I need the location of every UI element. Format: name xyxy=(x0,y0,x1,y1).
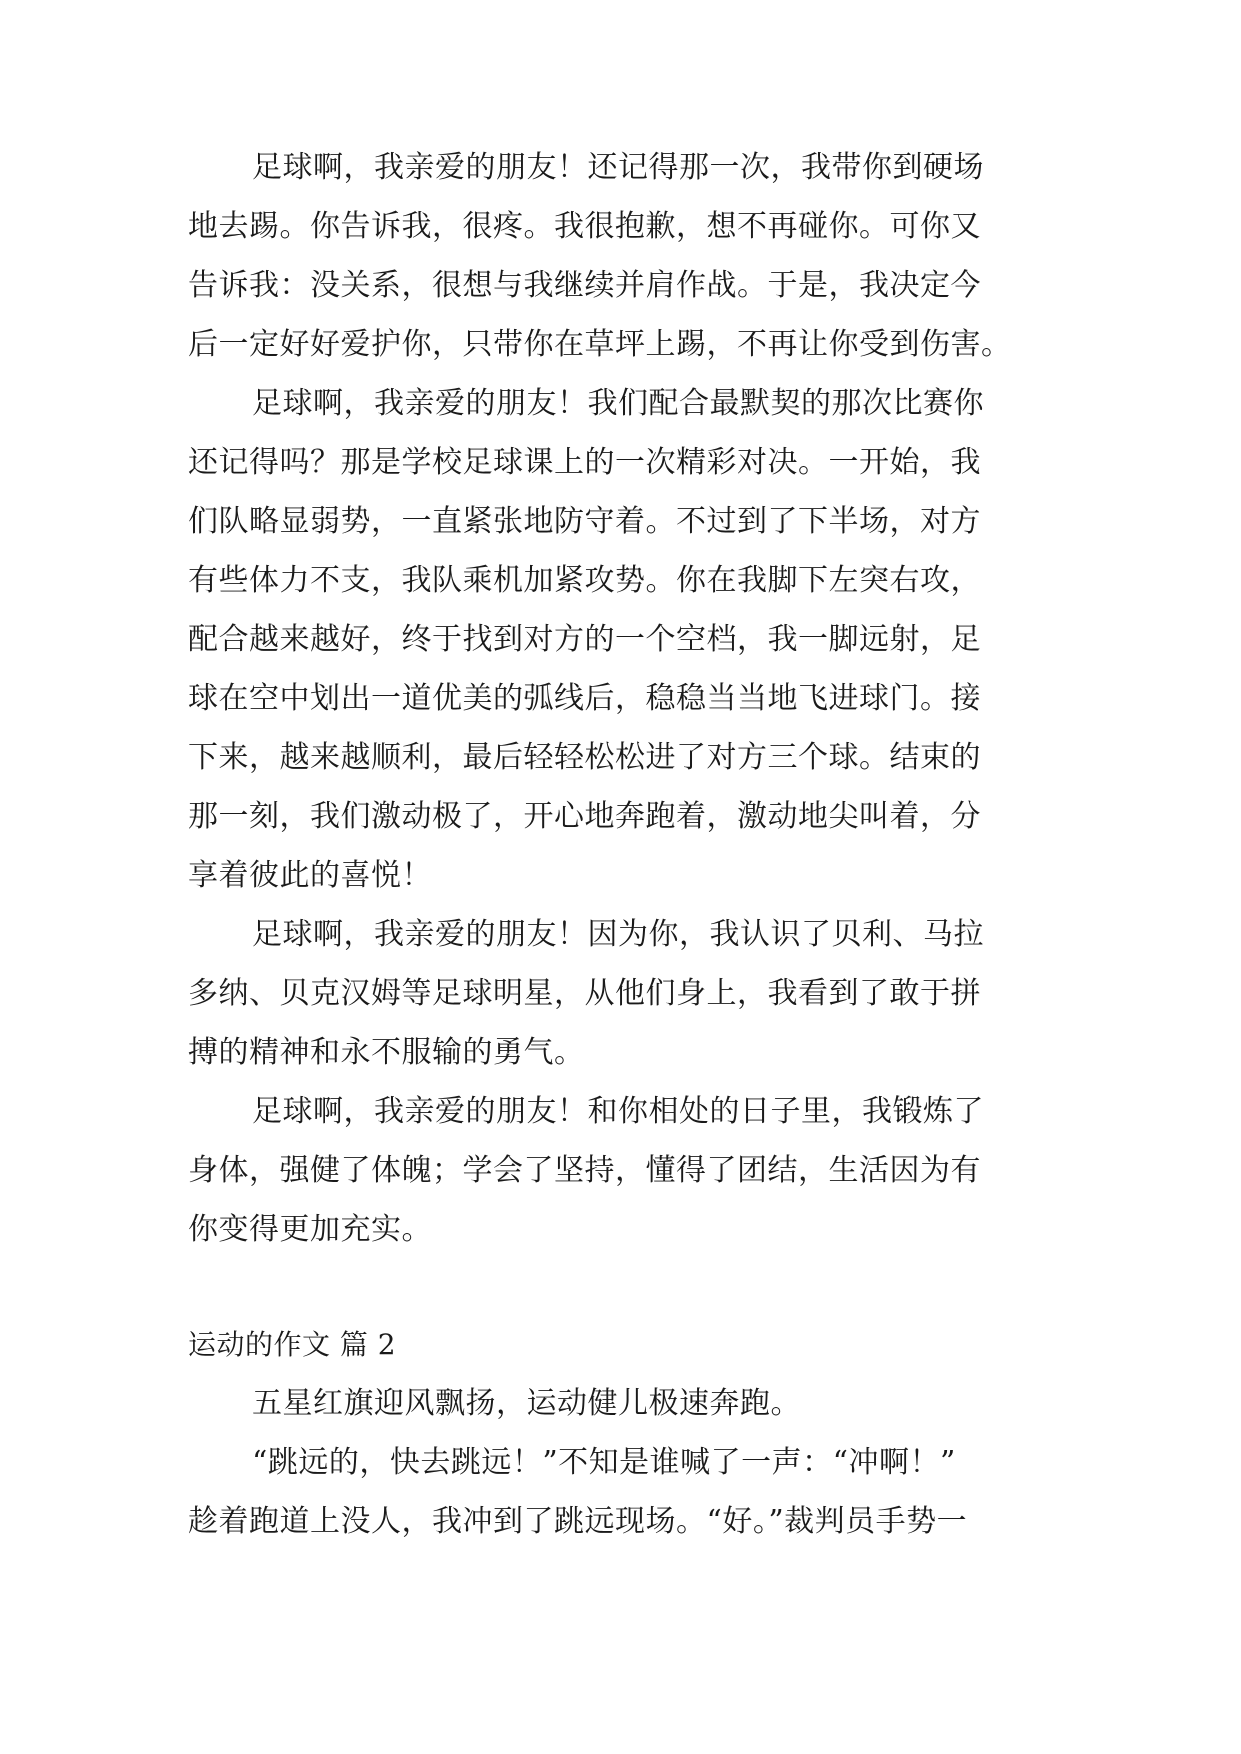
essay-body xyxy=(188,138,1058,1259)
text-line: 有些体力不支，我队乘机加紧攻势。你在我脚下左突右攻， xyxy=(188,563,981,598)
text-line: 配合越来越好，终于找到对方的一个空档，我一脚远射，足 xyxy=(188,622,981,657)
paragraph xyxy=(188,1433,1058,1551)
text-line: 你变得更加充实。 xyxy=(188,1212,432,1247)
paragraph xyxy=(188,138,1058,374)
text-line: 享着彼此的喜悦！ xyxy=(188,858,432,893)
text-line: 五星红旗迎风飘扬，运动健儿极速奔跑。 xyxy=(252,1386,801,1421)
text-line: 后一定好好爱护你，只带你在草坪上踢，不再让你受到伤害。 xyxy=(188,327,1012,362)
text-line: 足球啊，我亲爱的朋友！因为你，我认识了贝利、马拉 xyxy=(252,917,984,952)
section-2 xyxy=(188,1315,1058,1551)
paragraph xyxy=(188,905,1058,1082)
text-line: 搏的精神和永不服输的勇气。 xyxy=(188,1035,585,1070)
text-line: 趁着跑道上没人，我冲到了跳远现场。“好。”裁判员手势一 xyxy=(188,1504,968,1539)
text-line: 身体，强健了体魄；学会了坚持，懂得了团结，生活因为有 xyxy=(188,1153,981,1188)
text-line: 下来，越来越顺利，最后轻轻松松进了对方三个球。结束的 xyxy=(188,740,981,775)
text-line: 足球啊，我亲爱的朋友！我们配合最默契的那次比赛你 xyxy=(252,386,984,421)
text-line: 那一刻，我们激动极了，开心地奔跑着，激动地尖叫着，分 xyxy=(188,799,981,834)
text-line: 们队略显弱势，一直紧张地防守着。不过到了下半场，对方 xyxy=(188,504,981,539)
text-line: 还记得吗？那是学校足球课上的一次精彩对决。一开始，我 xyxy=(188,445,981,480)
text-line: 多纳、贝克汉姆等足球明星，从他们身上，我看到了敢于拼 xyxy=(188,976,981,1011)
text-line: 球在空中划出一道优美的弧线后，稳稳当当地飞进球门。接 xyxy=(188,681,981,716)
text-line: 告诉我：没关系，很想与我继续并肩作战。于是，我决定今 xyxy=(188,268,981,303)
paragraph xyxy=(188,1374,1058,1433)
section-heading: 运动的作文 篇 2 xyxy=(188,1328,397,1361)
text-line: 地去踢。你告诉我，很疼。我很抱歉，想不再碰你。可你又 xyxy=(188,209,981,244)
paragraph xyxy=(188,1082,1058,1259)
text-line: 足球啊，我亲爱的朋友！和你相处的日子里，我锻炼了 xyxy=(252,1094,984,1129)
text-line: 足球啊，我亲爱的朋友！还记得那一次，我带你到硬场 xyxy=(252,150,984,185)
paragraph xyxy=(188,374,1058,905)
text-line: “跳远的，快去跳远！”不知是谁喊了一声：“冲啊！” xyxy=(252,1445,956,1480)
